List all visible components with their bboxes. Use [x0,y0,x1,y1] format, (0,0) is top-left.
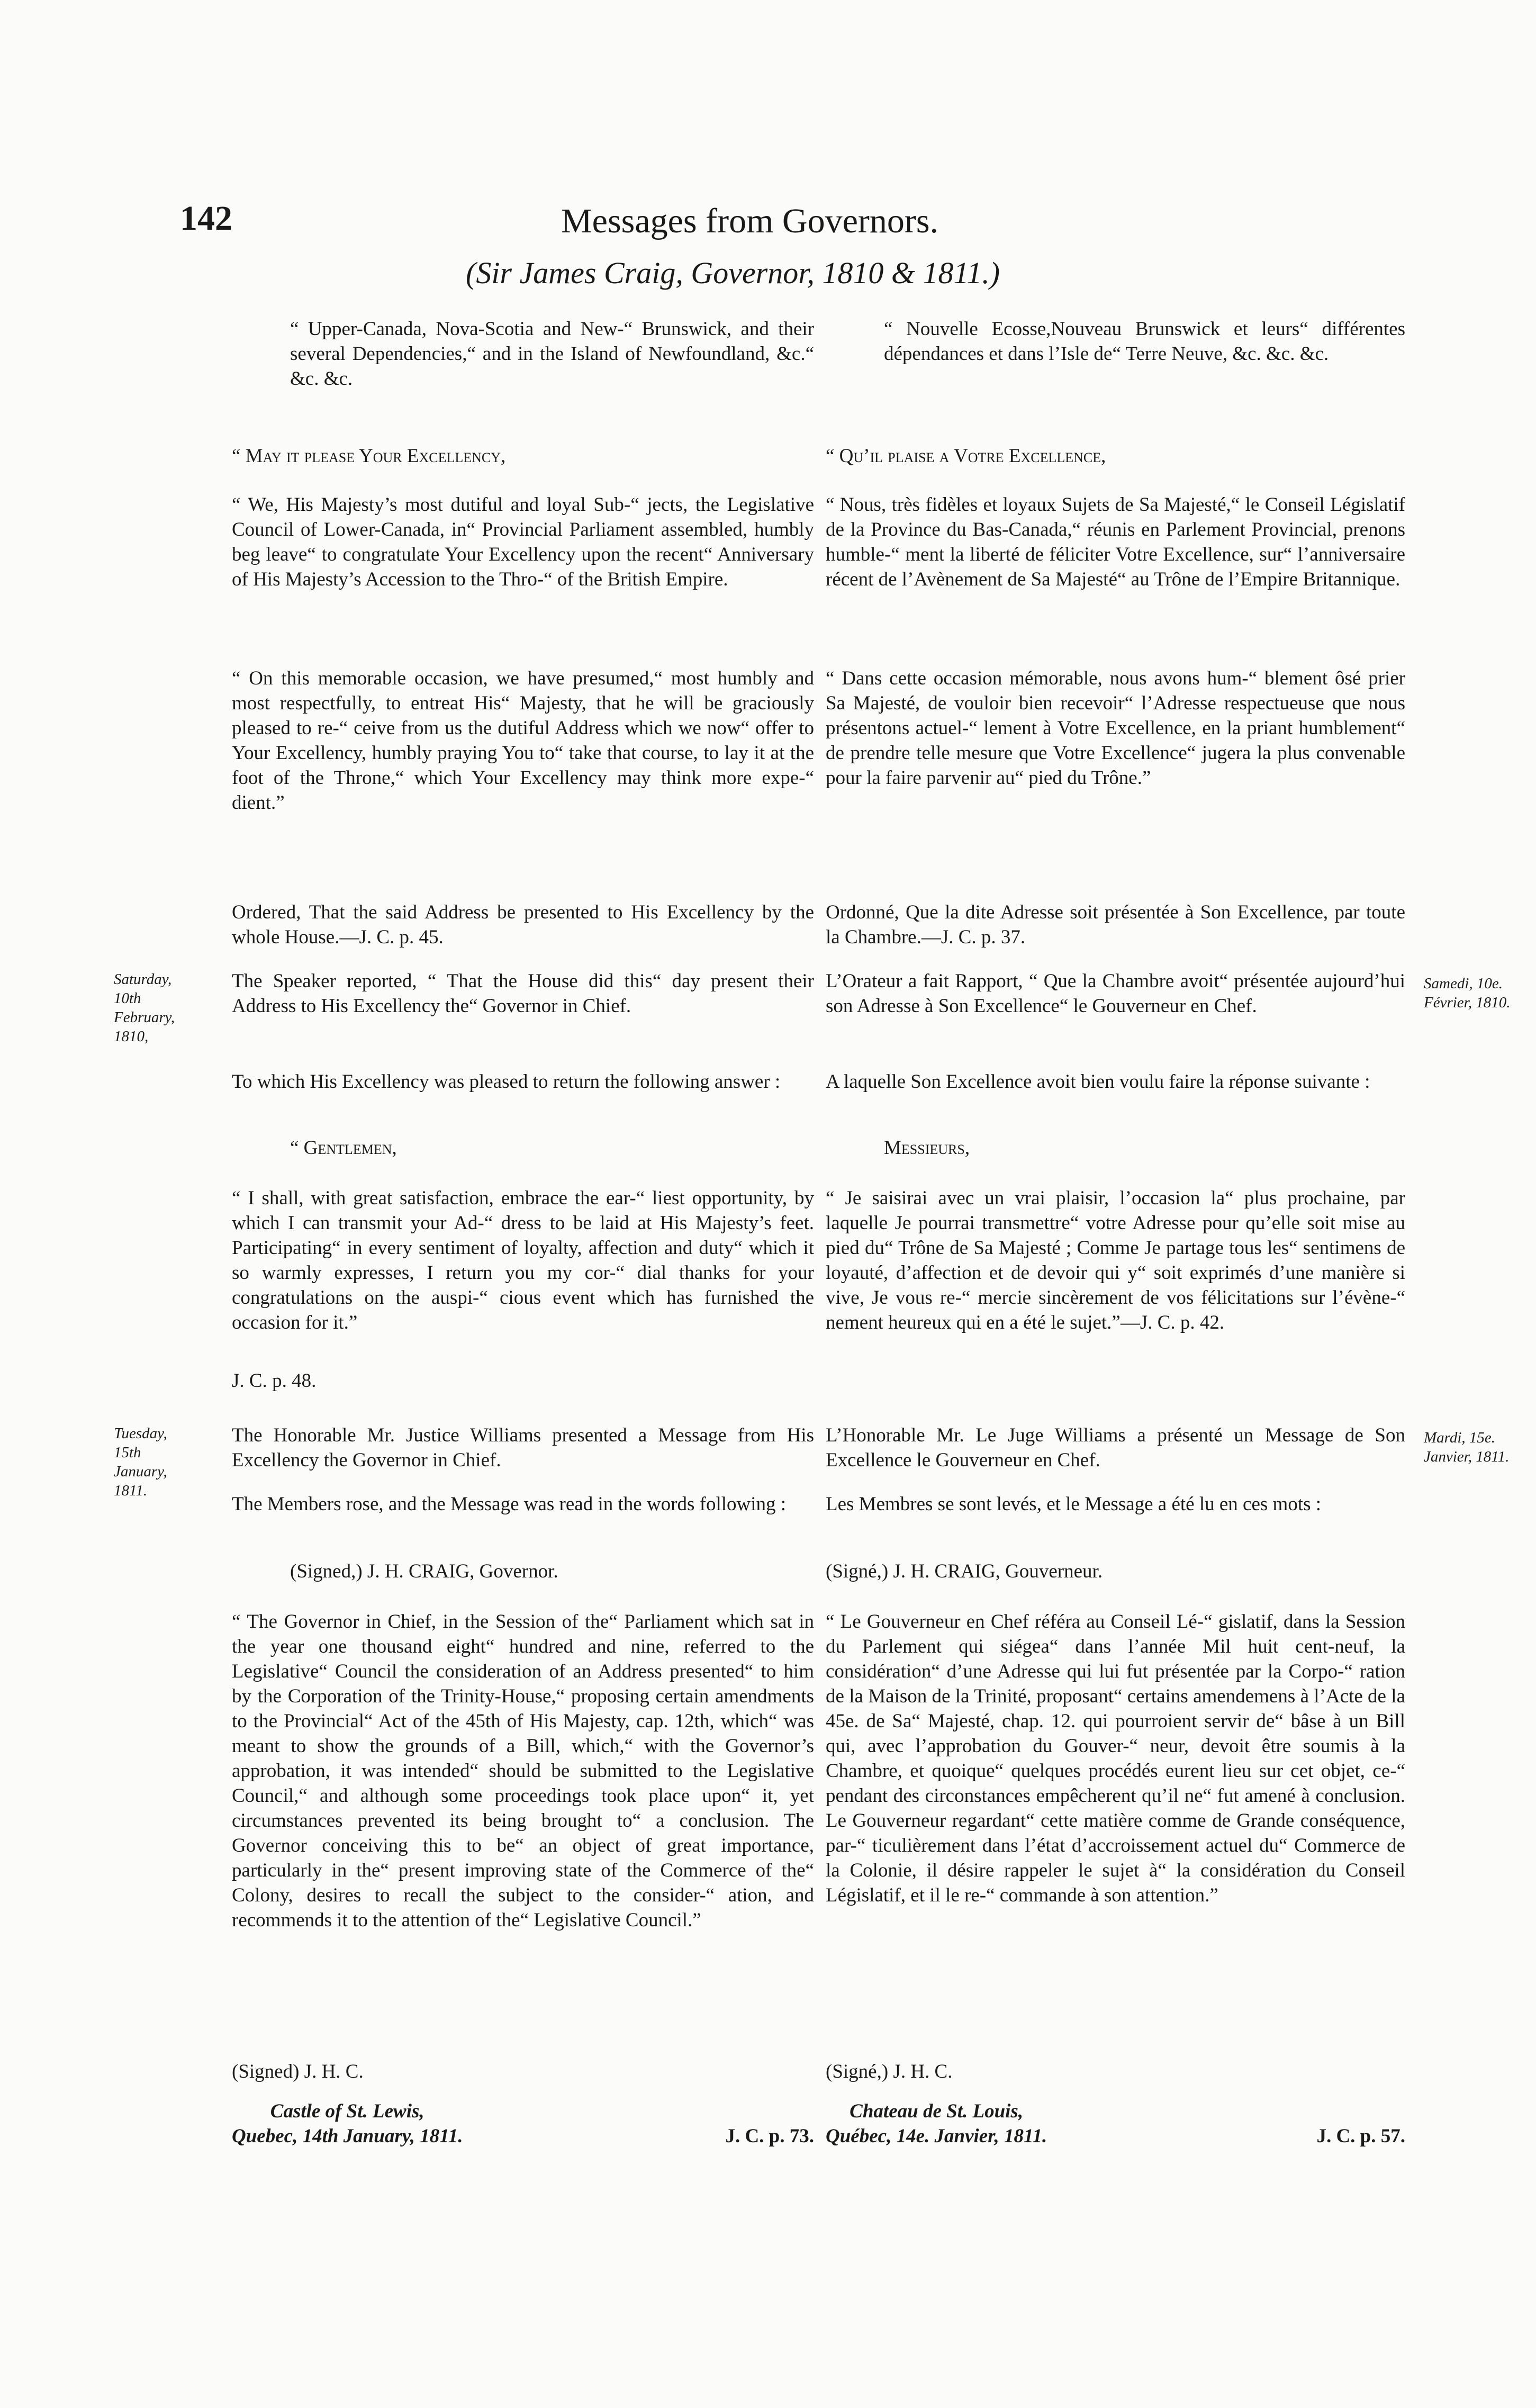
left-closing-date: Quebec, 14th January, 1811. [232,2125,463,2147]
left-paragraph-2: “ On this memorable occasion, we have presumed,“ most humbly and most respectfully, to entreat His“ Majesty, that he will be graciously pleased to re-“ ceive from us the dutiful Address which we now“ offer to Your Excellency, humbly praying You to“ take that course, to lay it at the foot of the Throne,“ which Your Excellency may think more expe-“ dient.” [232,668,814,814]
right-williams-message: L’Honorable Mr. Le Juge Williams a présenté un Message de Son Excellence le Gouverneur en Chef. [826,1424,1405,1471]
page-title: Messages from Governors. [561,202,939,240]
right-paragraph-1: “ Nous, très fidèles et loyaux Sujets de Sa Majesté,“ le Conseil Législatif de la Province du Bas-Canada,“ réunis en Parlement Provincial, prenons humble-“ ment la liberté de féliciter Votre Excellence, sur“ l’anniversaire récent de l’Avènement de Sa Majesté“ au Trône de l’Empire Britannique. [826,494,1405,590]
left-signed-initials: (Signed) J. H. C. [232,2061,364,2082]
left-gentlemen: “ Gentlemen, [290,1137,397,1159]
right-governor-answer: “ Je saisirai avec un vrai plaisir, l’occasion la“ plus prochaine, par laquelle Je pourrai transmettre“ votre Adresse pour qu’elle soit mise au pied du“ Trône de Sa Majesté ; Comme Je partage tous les“ sentimens de loyauté, d’affection et de devoir qui y“ soit exprimés d’une manière si vive, Je vous re-“ mercie sincèrement de vos félicitations sur l’évène-“ nement heureux qui en a été le sujet.”—J. C. p. 42. [826,1187,1405,1333]
right-speaker-report: L’Orateur a fait Rapport, “ Que la Chambre avoit“ présentée aujourd’hui son Adresse à Son Excellence“ le Gouverneur en Chef. [826,970,1405,1017]
left-williams-message: The Honorable Mr. Justice Williams presented a Message from His Excellency the Governor in Chief. [232,1424,814,1471]
left-ordered: Ordered, That the said Address be presented to His Excellency by the whole House.—J. C. p. 45. [232,901,814,948]
right-signature-craig: (Signé,) J. H. CRAIG, Gouverneur. [826,1561,1103,1582]
left-closing-ref: J. C. p. 73. [725,2125,814,2147]
right-governor-message: “ Le Gouverneur en Chef référa au Conseil Lé-“ gislatif, dans la Session du Parlement qui siégea“ dans l’année Mil huit cent-neuf, la considération“ d’une Adresse qui lui fut présentée par la Corpo-“ ration de la Maison de la Trinité, proposant“ certains amendemens à l’Acte de la 45e. de Sa“ Majesté, chap. 12. qui pourroient servir de“ bâse à un Bill qui, avec l’approbation du Gouver-“ neur, devoit être soumis à la Chambre, et quoique“ quelques procédés eurent lieu sur cet objet, ce-“ pendant des circonstances empêcherent qu’il ne“ fut amené à conclusion. Le Gouverneur regardant“ cette matière comme de Grande conséquence, par-“ ticulièrement dans l’état d’accroissement actuel du“ Commerce de la Colonie, il désire rappeler le sujet à“ la considération du Conseil Législatif, et il le re-“ commande à son attention.” [826,1611,1405,1906]
right-salutation-address: “ Nouvelle Ecosse,Nouveau Brunswick et leurs“ différentes dépendances et dans l’Isle de“ Terre Neuve, &c. &c. &c. [884,318,1405,365]
left-speaker-report: The Speaker reported, “ That the House did this“ day present their Address to His Excellency the“ Governor in Chief. [232,970,814,1017]
left-answer-intro: To which His Excellency was pleased to return the following answer : [232,1071,781,1093]
right-closing-date: Québec, 14e. Janvier, 1811. [826,2125,1047,2147]
margin-note-date-left: Saturday, 10th February, 1810, [114,971,175,1045]
left-journal-ref: J. C. p. 48. [232,1370,317,1392]
left-signature-craig: (Signed,) J. H. CRAIG, Governor. [290,1561,558,1582]
right-closing-ref: J. C. p. 57. [1316,2125,1405,2147]
left-governor-message: “ The Governor in Chief, in the Session of the“ Parliament which sat in the year one thousand eight“ hundred and nine, referred to the Legislative“ Council the consideration of an Address presented“ to him by the Corporation of the Trinity-House,“ proposing certain amendments to the Provincial“ Act of the 45th of His Majesty, cap. 12th, which“ was meant to show the grounds of a Bill, which,“ with the Governor’s approbation, it was intended“ should be submitted to the Legislative Council,“ and although some proceedings took place upon“ it, yet circumstances prevented its being brought to“ a conclusion. The Governor conceiving this to be“ an object of great importance, particularly in the“ present improving state of the Commerce of the“ Colony, desires to recall the subject to the consider-“ ation, and recommends it to the attention of the“ Legislative Council.” [232,1611,814,1931]
page-subtitle: (Sir James Craig, Governor, 1810 & 1811.) [466,256,1000,290]
right-paragraph-2: “ Dans cette occasion mémorable, nous avons hum-“ blement ôsé prier Sa Majesté, de vouloir bien recevoir“ l’Adresse respectueuse que nous présentons actuel-“ lement à Votre Excellence, en la priant humblement“ de prendre telle mesure que Votre Excellence“ jugera la plus convenable pour la faire parvenir au“ pied du Trône.” [826,668,1405,789]
left-closing [232,2099,814,2149]
page-number: 142 [180,199,232,238]
right-signed-initials: (Signé,) J. H. C. [826,2061,953,2082]
left-salutation-address: “ Upper-Canada, Nova-Scotia and New-“ Brunswick, and their several Dependencies,“ and in the Island of Newfoundland, &c.“ &c. &c. [290,318,814,390]
right-messieurs: Messieurs, [884,1137,970,1159]
right-members-rose: Les Membres se sont levés, et le Message a été lu en ces mots : [826,1493,1322,1515]
right-closing-place: Chateau de St. Louis, [850,2100,1024,2122]
right-answer-intro: A laquelle Son Excellence avoit bien voulu faire la réponse suivante : [826,1071,1370,1093]
right-ordered: Ordonné, Que la dite Adresse soit présentée à Son Excellence, par toute la Chambre.—J. C. p. 37. [826,901,1405,948]
right-closing [826,2099,1405,2149]
left-governor-answer: “ I shall, with great satisfaction, embrace the ear-“ liest opportunity, by which I can transmit your Ad-“ dress to be laid at His Majesty’s feet. Participating“ in every sentiment of loyalty, affection and duty“ which it so warmly expresses, I return you my cor-“ dial thanks for your congratulations on the auspi-“ cious event which has furnished the occasion for it.” [232,1187,814,1333]
left-paragraph-1: “ We, His Majesty’s most dutiful and loyal Sub-“ jects, the Legislative Council of Lower-Canada, in“ Provincial Parliament assembled, humbly beg leave“ to congratulate Your Excellency upon the recent“ Anniversary of His Majesty’s Accession to the Thro-“ of the British Empire. [232,494,814,590]
right-opening: “ Qu’il plaise a Votre Excellence, [826,445,1106,467]
margin-note-date-right: Samedi, 10e. Février, 1810. [1424,975,1511,1011]
margin-note-tuesday: Tuesday, 15th January, 1811. [114,1425,167,1499]
margin-note-mardi: Mardi, 15e. Janvier, 1811. [1424,1429,1510,1465]
left-opening: “ May it please Your Excellency, [232,445,506,467]
left-closing-place: Castle of St. Lewis, [270,2100,424,2122]
left-members-rose: The Members rose, and the Message was read in the words following : [232,1493,787,1515]
